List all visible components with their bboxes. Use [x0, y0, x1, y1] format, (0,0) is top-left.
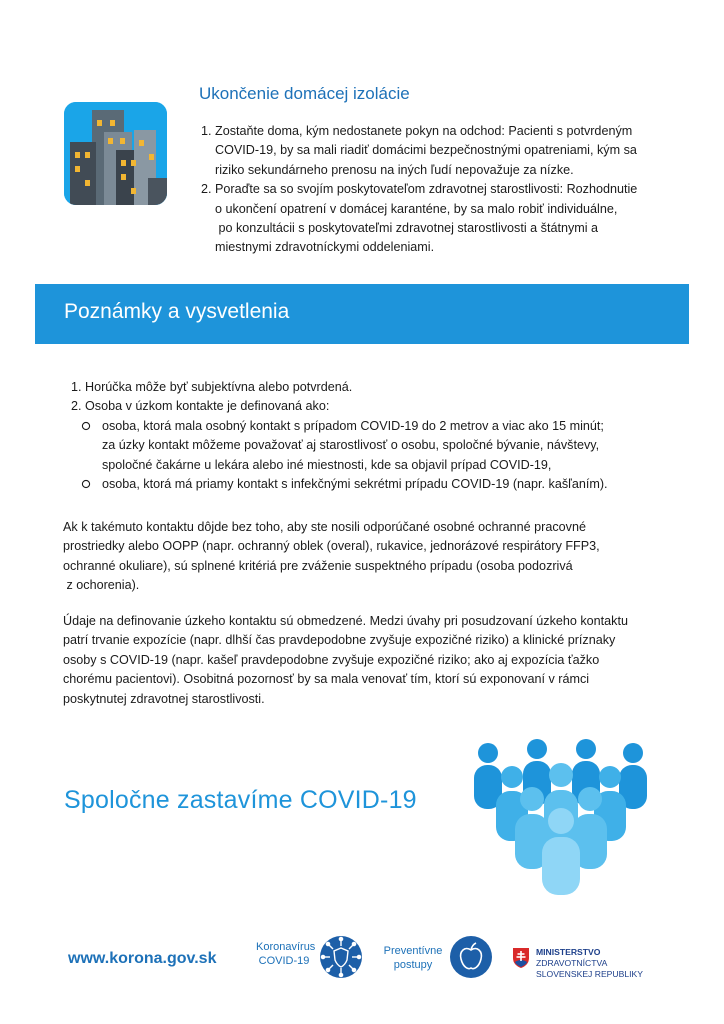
city-buildings-icon: [64, 102, 167, 205]
coronavirus-logo: Koronavírus COVID-19: [254, 930, 374, 990]
slogan: Spoločne zastavíme COVID-19: [64, 786, 417, 814]
list-item: 2. Poraďte sa so svojím poskytovateľom zdravotnej starostlivosti: Rozhodnutie o ukončení opatrení v domácej karanténe, by sa malo robiť individuálne, po konzultácii s poskytovateľmi zdravotnej starostlivosti a štátnymi a miestnymi zdravotníckymi oddeleniami.: [201, 182, 638, 255]
list-item: 1. Zostaňte doma, kým nedostanete pokyn na odchod: Pacienti s potvrdeným COVID-19, by sa mali riadiť domácimi bezpečnostnými opatreniami, kým sa riziko sekundárneho prenosu na iných ľudí nepovažuje za nízke.: [201, 124, 637, 177]
apple-icon: [448, 934, 494, 980]
people-group-icon: [460, 735, 655, 895]
ministry-name: MINISTERSTVO ZDRAVOTNÍCTVA SLOVENSKEJ REPUBLIKY: [536, 947, 643, 979]
paragraph: Údaje na definovanie úzkeho kontaktu sú obmedzené. Medzi úvahy pri posudzovaní úzkeho kontaktu patrí trvanie expozície (napr. dlhší čas pravdepodobne zvyšuje expozičné riziko) a klinické príznaky osoby s COVID-19 (napr. kašeľ pravdepodobne zvyšuje expozičné riziko; ako aj expozícia ťažko chorému pacientovi). Osobitná pozornosť by sa mala venovať tím, ktorí sú exponovaní v rámci poskytnutej zdravotnej starostlivosti.: [63, 614, 628, 706]
isolation-steps-list: [201, 122, 671, 258]
virus-shield-icon: [316, 932, 366, 982]
list-item: osoba, ktorá mala osobný kontakt s prípadom COVID-19 do 2 metrov a viac ako 15 minút; za úzky kontakt môžeme považovať aj starostlivosť o osobu, spoločné bývanie, návštevy, spoločné čakárne u lekára alebo iné miestnosti, kde sa objavil prípad COVID-19,: [71, 417, 671, 475]
banner-title: Poznámky a vysvetlenia: [64, 300, 290, 323]
preventive-measures-logo: Preventívne postupy: [382, 930, 502, 990]
circle-bullet-icon: [81, 479, 91, 489]
website-link[interactable]: www.korona.gov.sk: [68, 950, 217, 967]
list-item: osoba, ktorá má priamy kontakt s infekčnými sekrétmi prípadu COVID-19 (napr. kašľaním).: [71, 475, 671, 494]
slovak-coat-of-arms-icon: [512, 947, 530, 969]
notes-list: [71, 378, 671, 494]
section-title: Ukončenie domácej izolácie: [199, 84, 410, 103]
paragraph: Ak k takémuto kontaktu dôjde bez toho, aby ste nosili odporúčané osobné ochranné pracovné prostriedky alebo OOPP (napr. ochranný oblek (overal), rukavice, jednorázové respirátory FFP3, ochranné okuliare), sú splnené kritériá pre zváženie suspektného prípadu (osoba podozrivá z ochorenia).: [63, 520, 600, 593]
list-item: 2. Osoba v úzkom kontakte je definovaná ako:: [71, 399, 330, 414]
list-item: 1. Horúčka môže byť subjektívna alebo potvrdená.: [71, 380, 353, 394]
circle-bullet-icon: [81, 421, 91, 431]
